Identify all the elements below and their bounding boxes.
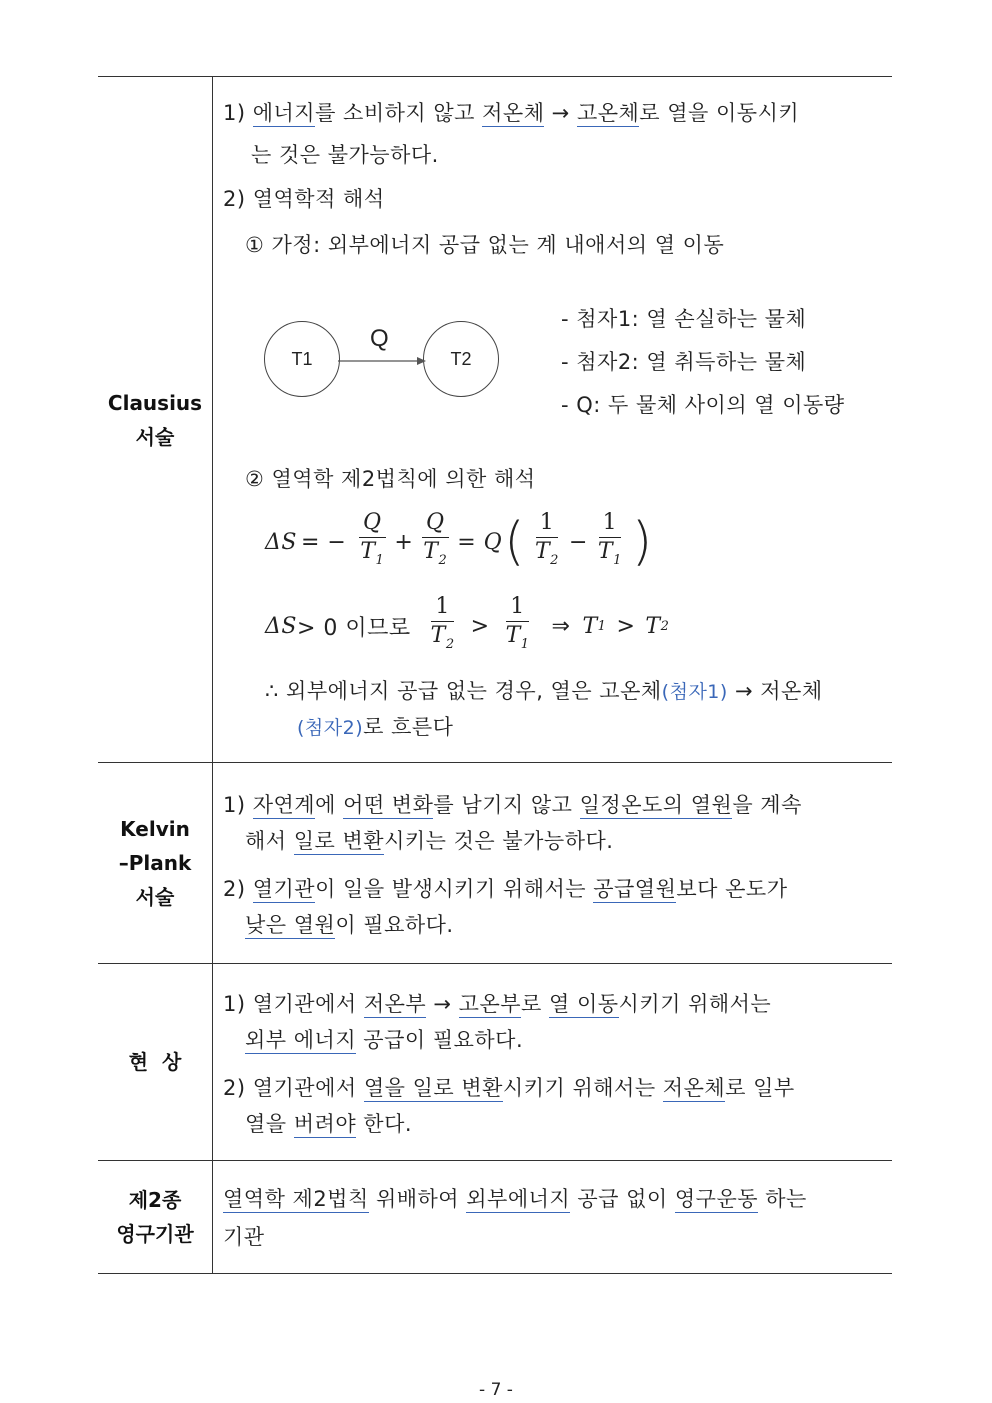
kelvin-plank-heading: Kelvin –Plank 서술 [98,763,213,963]
clausius-assumption: ① 가정: 외부에너지 공급 없는 계 내애서의 열 이동 [245,233,725,257]
perpetual-line-2: 기관 [223,1225,265,1249]
note-q: - Q: 두 물체 사이의 열 이동량 [561,393,845,417]
content-table [98,76,892,1274]
phenomenon-heading: 현 상 [98,964,213,1160]
kelvin-plank-body [213,763,892,963]
clausius-line-3: 2) 열역학적 해석 [223,187,385,211]
clausius-heading: Clausius 서술 [98,77,213,762]
clausius-body [213,77,892,762]
perpetual-motion-heading: 제2종 영구기관 [98,1161,213,1273]
phenomenon-line-2: 외부 에너지 공급이 필요하다. [245,1028,524,1052]
phenomenon-body [213,964,892,1160]
kelvin-line-3: 2) 열기관이 일을 발생시키기 위해서는 공급열원보다 온도가 [223,877,788,901]
note-subscript-1: - 첨자1: 열 손실하는 물체 [561,307,807,331]
phenomenon-line-1: 1) 열기관에서 저온부 → 고온부로 열 이동시키기 위해서는 [223,992,772,1016]
phenomenon-line-4: 열을 버려야 한다. [245,1112,413,1136]
clausius-line-1: 1) 에너지를 소비하지 않고 저온체 → 고온체로 열을 이동시키 [223,101,800,125]
arrow-label-q: Q [370,325,390,352]
kelvin-line-1: 1) 자연계에 어떤 변화를 남기지 않고 일정온도의 열원을 계속 [223,793,802,817]
clausius-analysis: ② 열역학 제2법칙에 의한 해석 [245,467,536,491]
clausius-conclusion-1: ∴ 외부에너지 공급 없는 경우, 열은 고온체(첨자1) → 저온체 [265,679,823,703]
phenomenon-row [98,963,892,1160]
kelvin-plank-row [98,762,892,963]
phenomenon-line-3: 2) 열기관에서 열을 일로 변환시키기 위해서는 저온체로 일부 [223,1076,795,1100]
entropy-equation: ΔS = − $\frac{Q}{T_1}$ + $\frac{Q}{T_2}$ = Q ( $\frac{1}{T_2}$ − $\frac{1}{T_1}$ ) [265,510,653,572]
clausius-line-2: 는 것은 불가능하다. [251,143,439,167]
clausius-conclusion-2: (첨자2)로 흐른다 [297,715,454,739]
clausius-row [98,76,892,762]
node-t1: T1 [264,321,340,397]
perpetual-motion-body [213,1161,892,1273]
heat-flow-arrow [338,355,426,367]
perpetual-motion-row [98,1160,892,1274]
entropy-inequality: ΔS > 0 이므로 $\frac{1}{T_2}$ > $\frac{1}{T_1}$ ⇒ T 1 > T 2 [265,594,670,652]
note-subscript-2: - 첨자2: 열 취득하는 물체 [561,350,807,374]
perpetual-line-1: 열역학 제2법칙 위배하여 외부에너지 공급 없이 영구운동 하는 [223,1187,807,1211]
kelvin-line-4: 낮은 열원이 필요하다. [245,913,454,937]
kelvin-line-2: 해서 일로 변환시키는 것은 불가능하다. [245,829,614,853]
page-number: - 7 - [479,1380,513,1400]
node-t2: T2 [423,321,499,397]
